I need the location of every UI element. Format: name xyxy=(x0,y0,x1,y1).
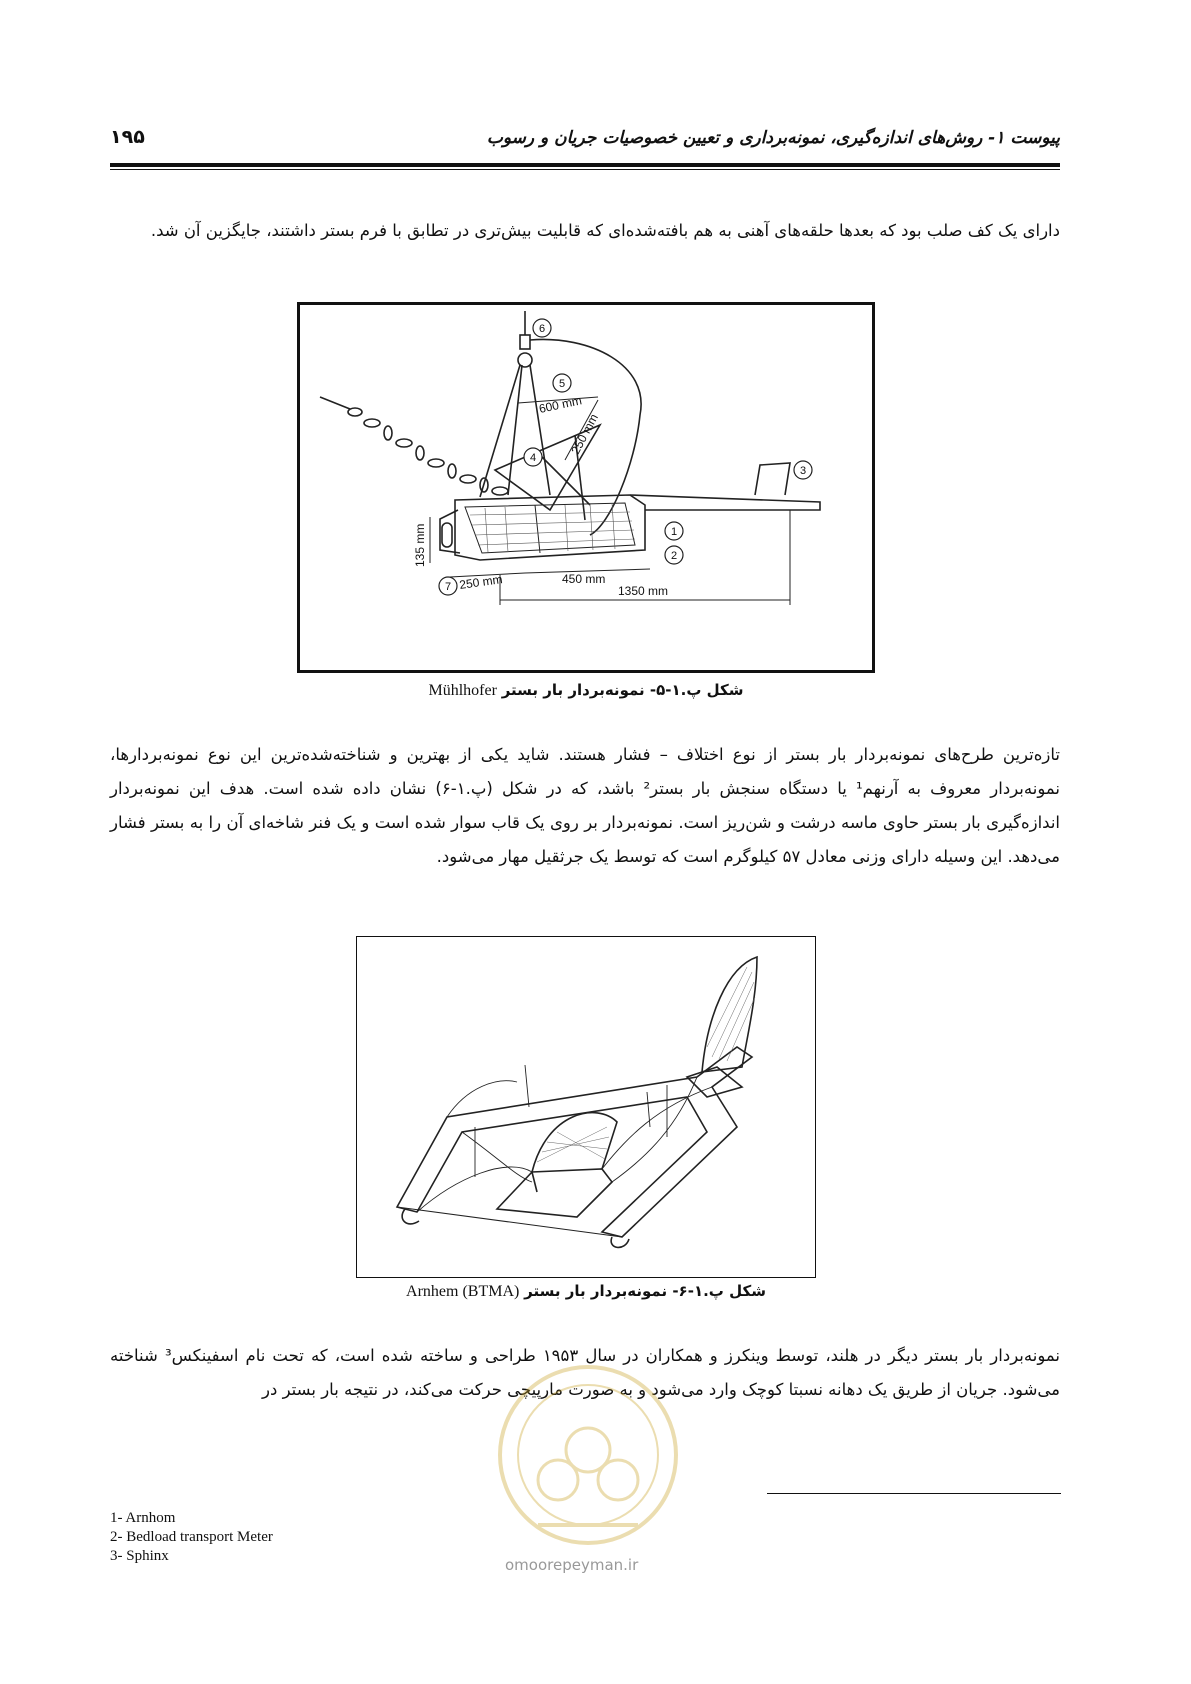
figure-2-caption-latin: (BTMA) Arnhem xyxy=(406,1283,520,1300)
footnote-rule xyxy=(767,1493,1061,1494)
dim-450mm: 450 mm xyxy=(562,572,606,586)
header-rule-thin xyxy=(110,169,1060,170)
dim-250mm-plate: 250 mm xyxy=(568,411,602,457)
collection-basket xyxy=(532,1113,617,1172)
running-header-title: پیوست ۱- روش‌های اندازه‌گیری، نمونه‌برداری و تعیین خصوصیات جریان و رسوب xyxy=(486,128,1060,148)
shackle xyxy=(520,335,530,349)
paragraph-3: نمونه‌بردار بار بستر دیگر در هلند، توسط وینکرز و همکاران در سال ۱۹۵۳ طراحی و ساخته شده است، که تحت نام اسفینکس³ شناخته می‌شود. جریان از طریق یک دهانه نسبتا کوچک وارد می‌شود و به صورت مارپیچی حرکت می‌کند، در نتیجه بار بستر در xyxy=(110,1346,1060,1399)
figure-1-caption-label: شکل پ.۱-۵- نمونه‌بردار بار بستر xyxy=(501,681,744,699)
figure-1-caption xyxy=(300,681,872,700)
muhlhofer-sampler-drawing xyxy=(300,305,872,670)
lifting-ring xyxy=(518,353,532,367)
tail-fin xyxy=(755,463,790,495)
callout-4: 4 xyxy=(529,452,537,464)
footnote-3: 3- Sphinx xyxy=(110,1548,169,1564)
figure-2-caption-label: شکل پ.۱-۶- نمونه‌بردار بار بستر xyxy=(524,1282,766,1300)
callout-2: 2 xyxy=(670,550,678,562)
tow-rope xyxy=(320,397,350,409)
callout-3: 3 xyxy=(799,465,807,477)
mesh-texture xyxy=(537,967,755,1162)
dim-600mm: 600 mm xyxy=(537,393,584,416)
callout-7: 7 xyxy=(444,581,452,593)
figure-arnhem-sampler xyxy=(356,936,816,1278)
sampler-body xyxy=(497,1169,612,1217)
dim-250mm-front: 250 mm xyxy=(458,572,504,592)
dim-1350mm: 1350 mm xyxy=(618,584,669,598)
callout-6: 6 xyxy=(538,323,546,335)
tail-runner xyxy=(630,495,820,510)
header-rule-thick xyxy=(110,163,1060,167)
rope-eye xyxy=(348,408,362,416)
figure-muhlhofer-sampler xyxy=(297,302,875,673)
paragraph-1: دارای یک کف صلب بود که بعدها حلقه‌های آهنی به هم بافته‌شده‌ای که قابلیت بیش‌تری در تطابق با فرم بستر داشتند، جایگزین آن شد. xyxy=(150,221,1060,240)
figure-1-caption-latin: Mühlhofer xyxy=(428,682,497,699)
footnote-1: 1- Arnhom xyxy=(110,1510,176,1526)
figure-2-caption xyxy=(356,1282,816,1301)
page-number: ۱۹۵ xyxy=(110,126,145,148)
watermark-url: omoorepeyman.ir xyxy=(505,1556,639,1574)
dim-135mm: 135 mm xyxy=(413,523,427,567)
footnote-2: 2- Bedload transport Meter xyxy=(110,1529,273,1545)
paragraph-2: تازه‌ترین طرح‌های نمونه‌بردار بار بستر از نوع اختلاف – فشار هستند. شاید یکی از بهترین و شناخته‌شده‌ترین این نوع نمونه‌بردارها، نمونه‌بردار معروف به آرنهم¹ یا دستگاه سنجش بار بستر² باشد، که در شکل (پ.۱-۶) نشان داده شده است. هدف این نمونه‌بردار اندازه‌گیری بار بستر حاوی ماسه درشت و شن‌ریز است. نمونه‌بردار بر روی یک قاب سوار شده است و یک فنر شاخه‌ای آن را به بستر فشار می‌دهد. این وسیله دارای وزنی معادل ۵۷ کیلوگرم است که توسط یک جرثقیل مهار می‌شود. xyxy=(110,745,1060,866)
arnhem-sampler-drawing xyxy=(357,937,813,1275)
chain xyxy=(364,419,508,495)
callout-5: 5 xyxy=(558,378,566,390)
callout-1: 1 xyxy=(670,526,678,538)
